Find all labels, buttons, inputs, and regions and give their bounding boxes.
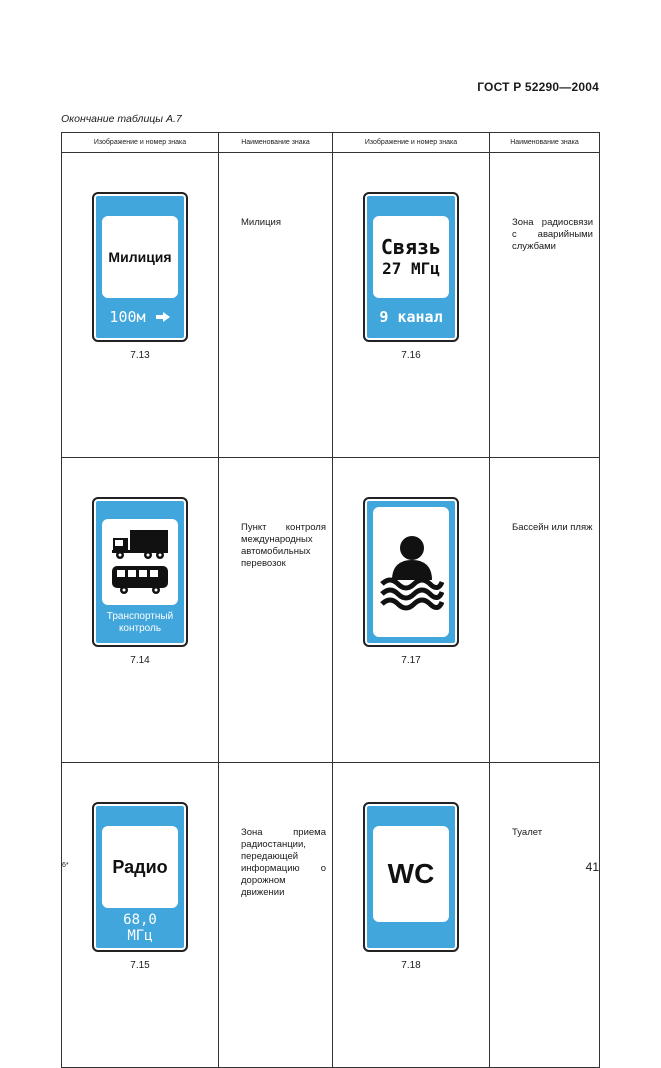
sign-image-cell <box>62 153 219 458</box>
table-row <box>62 153 600 458</box>
table-row <box>62 458 600 763</box>
column-header: Изображение и номер знака <box>62 133 219 153</box>
truck-icon <box>110 528 170 560</box>
sign-panel-text: Радио <box>102 826 178 908</box>
sign-name: Пункт контроля международных автомобильных перевозок <box>219 458 333 763</box>
sign-number: 7.16 <box>401 350 421 361</box>
sign-bottom-text <box>94 912 186 944</box>
sign-7-14-transport-control <box>92 497 188 647</box>
distance-label: 100м <box>109 308 146 326</box>
sign-panel <box>373 216 449 298</box>
sign-7-15-radio <box>92 802 188 952</box>
table-caption: Окончание таблицы А.7 <box>61 113 182 125</box>
sign-name: Зона приема радиостанции, передающей информацию о дорожном движении <box>219 763 333 1068</box>
sign-7-16-radio-communication <box>363 192 459 342</box>
sign-panel-text: Милиция <box>102 216 178 298</box>
sign-number: 7.18 <box>401 960 421 971</box>
sign-bottom-text <box>94 611 186 635</box>
sign-bottom-line2: контроль <box>118 623 162 634</box>
sign-image-cell <box>62 458 219 763</box>
sign-number: 7.14 <box>130 655 150 666</box>
sign-7-17-swimming <box>363 497 459 647</box>
sign-image-cell <box>333 153 490 458</box>
sign-bottom-line1: Транспортный <box>106 611 174 622</box>
sign-number: 7.13 <box>130 350 150 361</box>
sign-number: 7.17 <box>401 655 421 666</box>
sign-7-13-police <box>92 192 188 342</box>
sign-name: Милиция <box>219 153 333 458</box>
signs-table <box>61 132 600 1068</box>
sign-image-cell <box>62 763 219 1068</box>
sign-number: 7.15 <box>130 960 150 971</box>
sign-name: Зона радиосвязи с аварийными службами <box>490 153 600 458</box>
sign-image-cell <box>333 458 490 763</box>
sign-panel <box>102 519 178 605</box>
sign-bottom-line1: 68,0 <box>123 912 157 928</box>
sign-bottom-text <box>94 308 186 326</box>
sheet-mark: 6* <box>62 862 69 869</box>
sign-panel-text: WC <box>373 826 449 922</box>
sign-bottom-line2: МГц <box>127 928 153 944</box>
sign-line1: Связь <box>380 235 442 259</box>
swimmer-icon <box>378 532 444 612</box>
sign-panel <box>373 507 449 637</box>
sign-line2: 27 МГц <box>382 259 440 278</box>
standard-code: ГОСТ Р 52290—2004 <box>477 80 599 94</box>
arrow-right-icon <box>155 311 171 323</box>
page-number: 41 <box>585 860 599 874</box>
sign-bottom-text: 9 канал <box>379 308 443 326</box>
sign-name: Бассейн или пляж <box>490 458 600 763</box>
bus-icon <box>110 564 170 596</box>
sign-image-cell <box>333 763 490 1068</box>
column-header: Изображение и номер знака <box>333 133 490 153</box>
column-header: Наименование знака <box>490 133 600 153</box>
sign-name: Туалет <box>490 763 600 1068</box>
sign-7-18-toilet <box>363 802 459 952</box>
table-row <box>62 763 600 1068</box>
table-header-row <box>62 133 600 153</box>
column-header: Наименование знака <box>219 133 333 153</box>
